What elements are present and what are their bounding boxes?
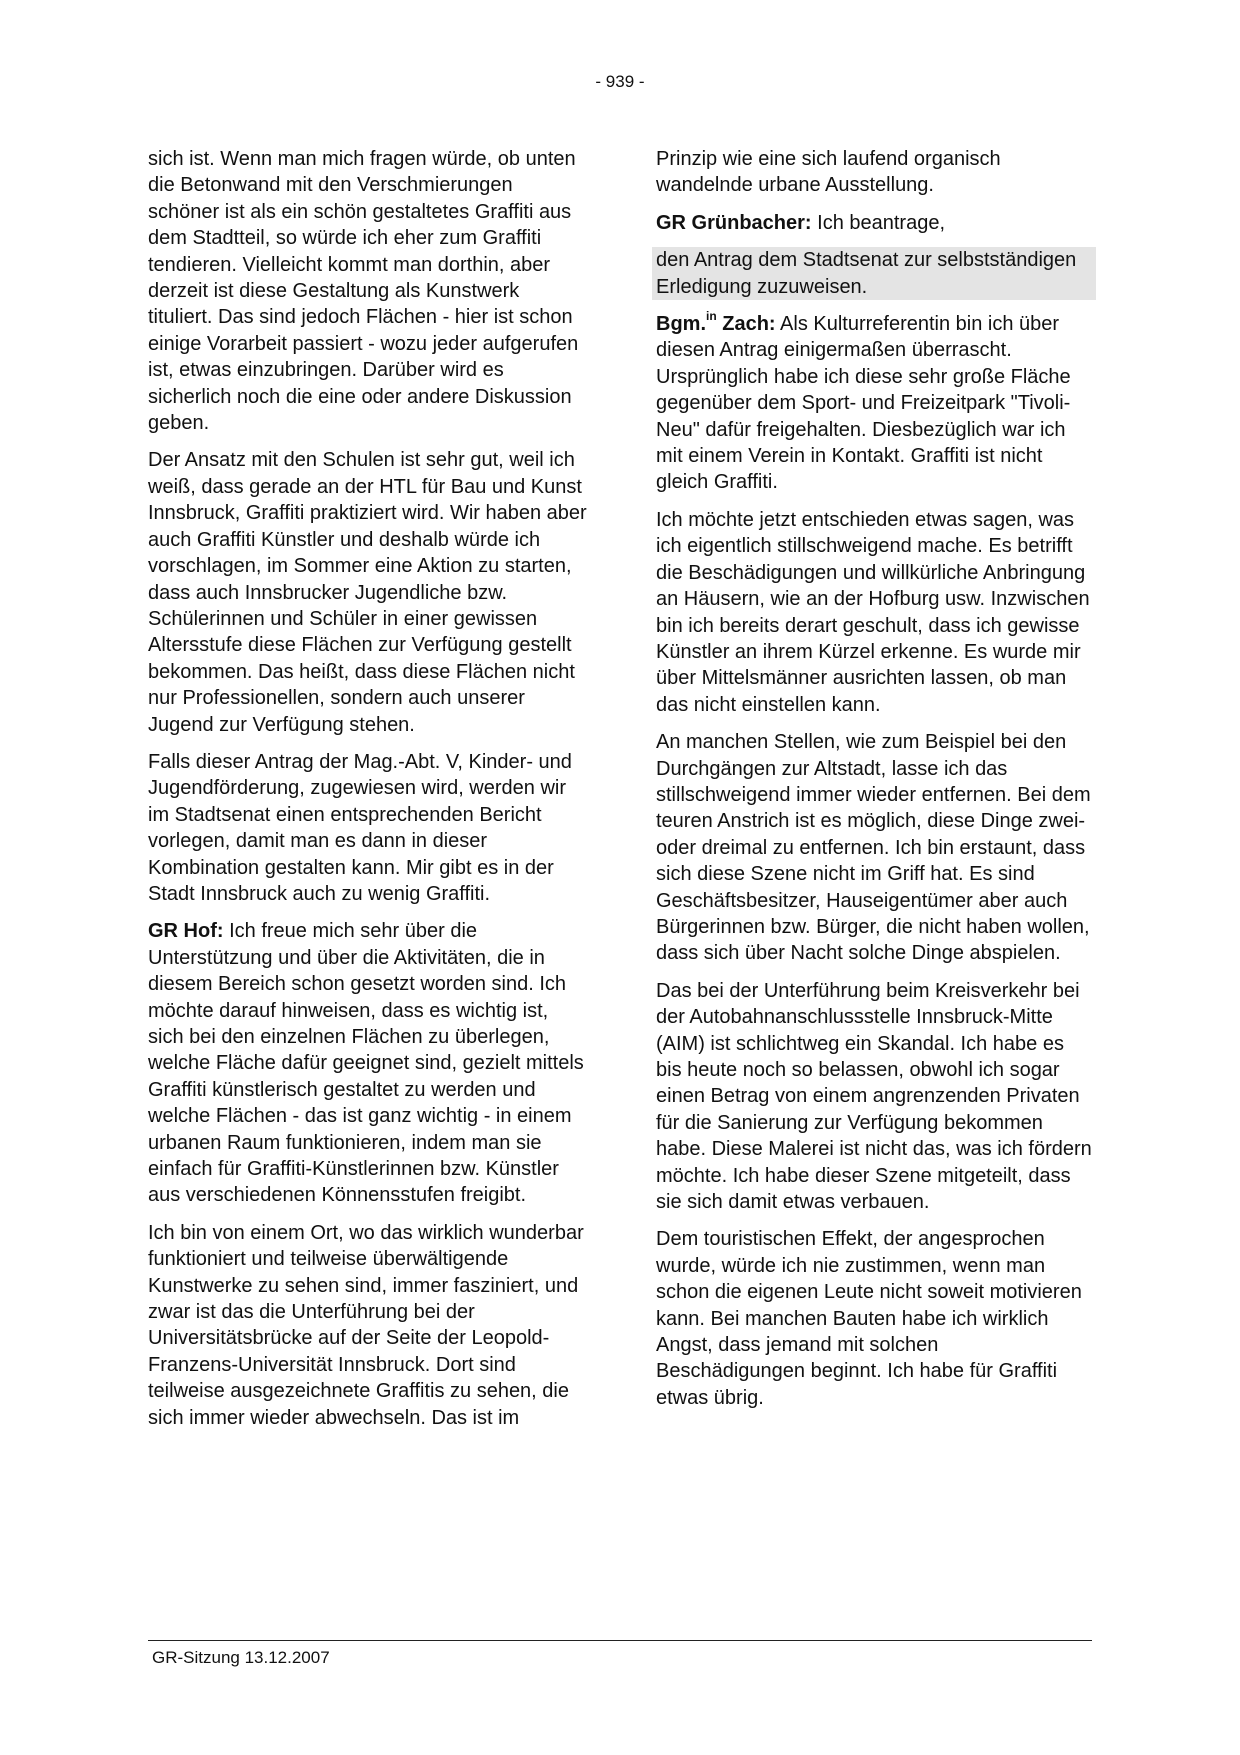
speaker-name bbox=[656, 309, 776, 336]
page-number: - 939 - bbox=[595, 72, 645, 91]
motion-highlight: den Antrag dem Stadtsenat zur selbstständigen Erledigung zuzuweisen. bbox=[652, 247, 1096, 300]
paragraph: Der Ansatz mit den Schulen ist sehr gut, weil ich weiß, dass gerade an der HTL für Bau und Kunst Innsbruck, Graffiti praktiziert wird. Wir haben aber auch Graffiti Künstler und deshalb würde ich vorschlagen, im Sommer eine Aktion zu starten, dass auch Innsbrucker Jugendliche bzw. Schülerinnen und Schüler in einer gewissen Altersstufe diese Flächen zur Verfügung gestellt bekommen. Das heißt, dass diese Flächen nicht nur Professionellen, sondern auch unserer Jugend zur Verfügung stehen. bbox=[148, 449, 587, 736]
left-column bbox=[148, 146, 588, 1442]
paragraph: An manchen Stellen, wie zum Beispiel bei den Durchgängen zur Altstadt, lasse ich das stillschweigend immer wieder entfernen. Bei dem teuren Anstrich ist es möglich, diese Dinge zwei- oder dreimal zu entfernen. Ich bin erstaunt, dass sich diese Szene nicht im Griff hat. Es sind Geschäftsbesitzer, Hauseigentümer aber auch Bürgerinnen bzw. Bürger, die nicht haben wollen, dass sich über Nacht solche Dinge abspielen. bbox=[656, 731, 1091, 965]
paragraph: Ich möchte jetzt entschieden etwas sagen, was ich eigentlich stillschweigend mache. Es betrifft die Beschädigungen und willkürliche Anbringung an Häusern, wie an der Hofburg usw. Inzwischen bin ich bereits derart geschult, dass ich gewisse Künstler an ihrem Kürzel erkenne. Es wurde mir über Mittelsmänner ausrichten lassen, ob man das nicht einstellen kann. bbox=[656, 508, 1090, 716]
paragraph: Ich bin von einem Ort, wo das wirklich wunderbar funktioniert und teilweise überwältigende Kunstwerke zu sehen sind, immer fasziniert, und zwar ist das die Unterführung bei der Universitätsbrücke auf der Seite der Leopold-Franzens-Universität Innsbruck. Dort sind teilweise ausgezeichnete Graffitis zu sehen, die sich immer wieder abwechseln. Das ist im bbox=[148, 1221, 584, 1429]
paragraph: Prinzip wie eine sich laufend organisch wandelnde urbane Ausstellung. bbox=[656, 148, 1001, 197]
speech-text: Ich freue mich sehr über die Unterstützung und über die Aktivitäten, die in diesem Bereich schon gesetzt worden sind. Ich möchte darauf hinweisen, dass es wichtig ist, sich bei den einzelnen Flächen zu überlegen, welche Fläche dafür geeignet sind, gezielt mittels Graffiti künstlerisch gestaltet zu werden und welche Flächen - das ist ganz wichtig - in einem urbanen Raum funktionieren, indem man sie einfach für Graffiti-Künstlerinnen bzw. Künstler aus verschiedenen Könnensstufen freigibt. bbox=[148, 920, 584, 1207]
footer-session-date: GR-Sitzung 13.12.2007 bbox=[152, 1648, 330, 1667]
paragraph bbox=[656, 210, 1092, 236]
paragraph bbox=[148, 918, 588, 1208]
speaker-title-superscript: in bbox=[706, 309, 717, 324]
speech-text: Als Kulturreferentin bin ich über diesen Antrag einigermaßen überrascht. Ursprünglich habe ich diese sehr große Fläche gegenüber dem Sport- und Freizeitpark "Tivoli-Neu" dafür freigehalten. Diesbezüglich war ich mit einem Verein in Kontakt. Graffiti ist nicht gleich Graffiti. bbox=[656, 313, 1071, 494]
footer-divider bbox=[148, 1640, 1092, 1641]
paragraph: Falls dieser Antrag der Mag.-Abt. V, Kinder- und Jugendförderung, zugewiesen wird, werden wir im Stadtsenat einen entsprechenden Bericht vorlegen, damit man es dann in dieser Kombination gestalten kann. Mir gibt es in der Stadt Innsbruck auch zu wenig Graffiti. bbox=[148, 750, 572, 905]
paragraph: Das bei der Unterführung beim Kreisverkehr bei der Autobahnanschlussstelle Innsbruck-Mitte (AIM) ist schlichtweg ein Skandal. Ich habe es bis heute noch so belassen, obwohl ich sogar einen Betrag von einem angrenzenden Privaten für die Sanierung zur Verfügung bekommen habe. Diese Malerei ist nicht das, was ich fördern möchte. Ich habe dieser Szene mitgeteilt, dass sie sich damit etwas verbauen. bbox=[656, 979, 1092, 1214]
paragraph bbox=[656, 311, 1092, 496]
speaker-surname: Zach: bbox=[716, 313, 776, 336]
paragraph: Dem touristischen Effekt, der angesprochen wurde, würde ich nie zustimmen, wenn man schon die eigenen Leute nicht soweit motivieren kann. Bei manchen Bauten habe ich wirklich Angst, dass jemand mit solchen Beschädigungen beginnt. Ich habe für Graffiti etwas übrig. bbox=[656, 1228, 1082, 1409]
speaker-name: GR Hof: bbox=[148, 920, 224, 943]
speaker-title: Bgm. bbox=[656, 313, 706, 336]
paragraph: sich ist. Wenn man mich fragen würde, ob unten die Betonwand mit den Verschmierungen schöner ist als ein schön gestaltetes Graffiti aus dem Stadtteil, so würde ich eher zum Graffiti tendieren. Vielleicht kommt man dorthin, aber derzeit ist diese Gestaltung als Kunstwerk tituliert. Das sind jedoch Flächen - hier ist schon einige Vorarbeit passiert - wozu jeder aufgerufen ist, etwas einzubringen. Darüber wird es sicherlich noch die eine oder andere Diskussion geben. bbox=[148, 148, 579, 435]
speech-text: Ich beantrage, bbox=[811, 211, 946, 234]
right-column bbox=[656, 146, 1092, 1422]
speaker-name: GR Grünbacher: bbox=[656, 211, 812, 234]
